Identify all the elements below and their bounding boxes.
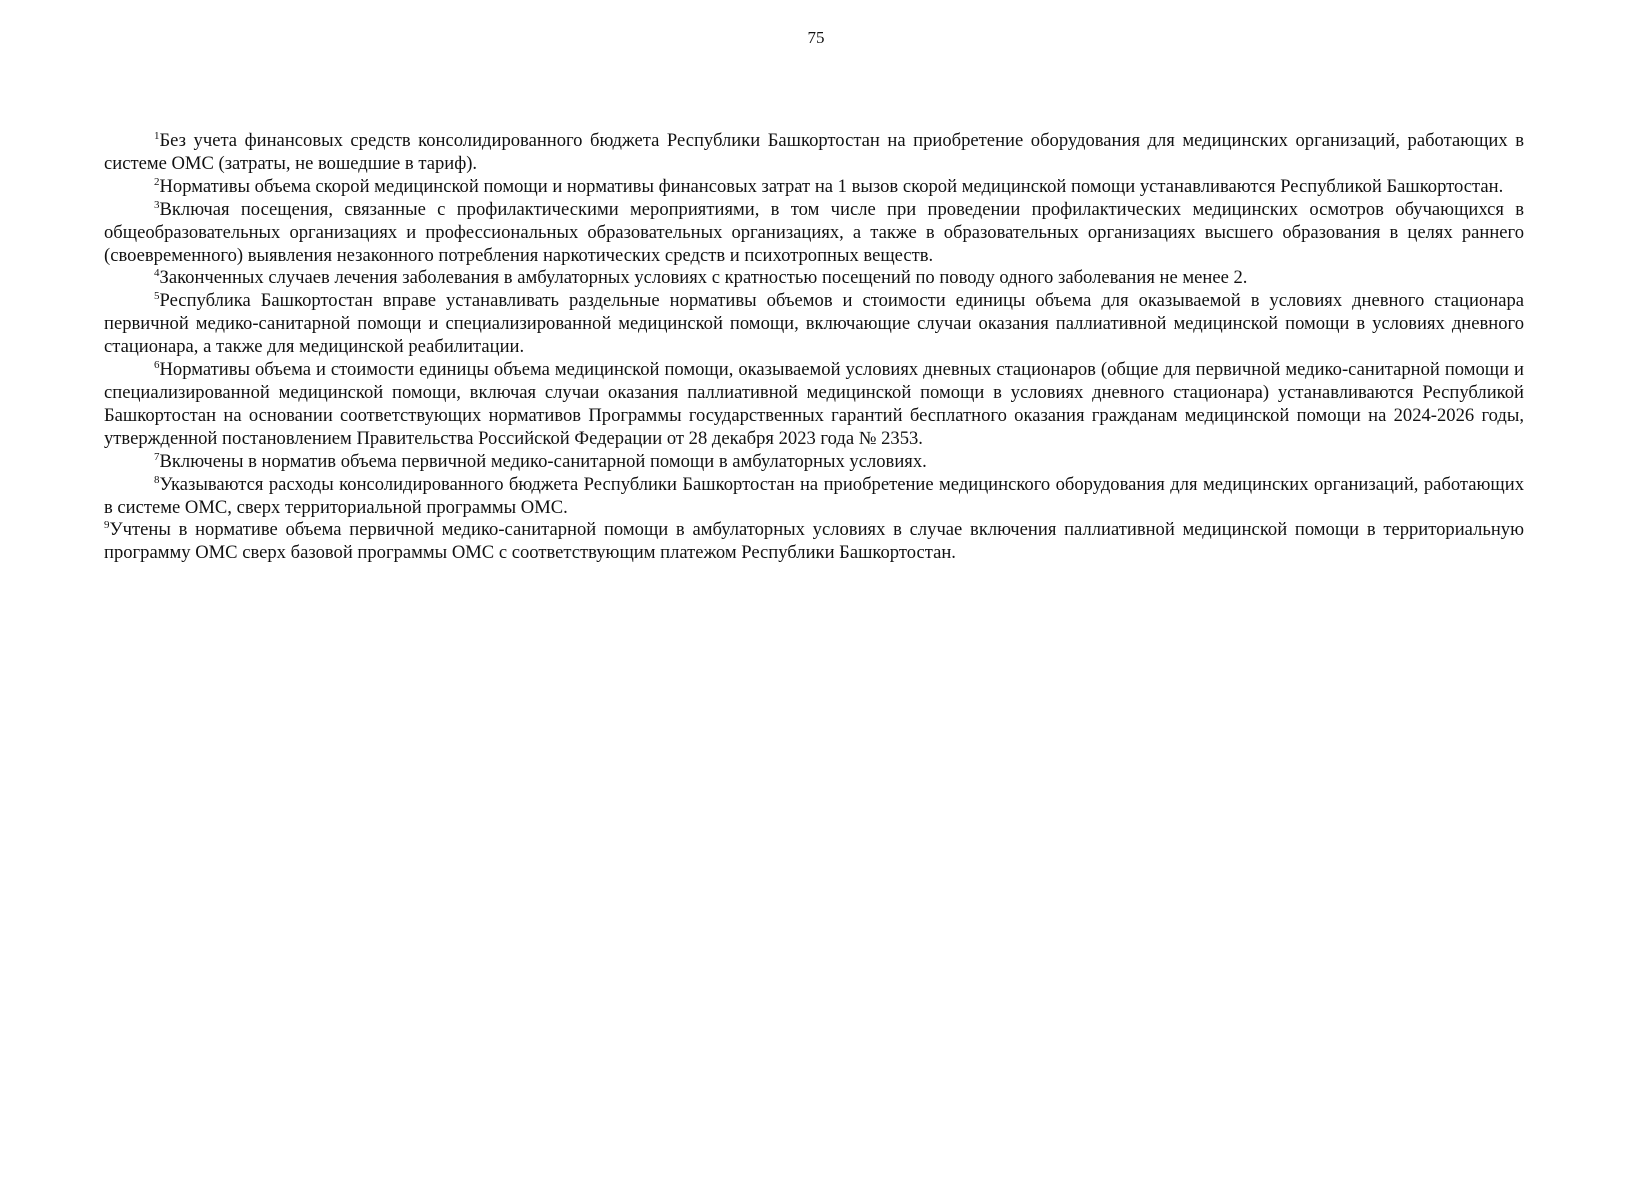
footnote-marker: 1 [154, 130, 160, 142]
footnote-marker: 2 [154, 175, 160, 188]
footnote-marker: 5 [154, 290, 160, 303]
footnote-marker: 4 [154, 267, 160, 280]
footnotes-section [104, 130, 1524, 565]
page-number: 75 [807, 28, 825, 47]
footnote-text: Нормативы объема скорой медицинской помощи и нормативы финансовых затрат на 1 вызов скорой медицинской помощи устанавливаются Республикой Башкортостан. [159, 175, 1504, 197]
footnote-text: Нормативы объема и стоимости единицы объема медицинской помощи, оказываемой условиях дневных стационаров (общие для первичной медико-санитарной помощи и специализированной медицинской помощи, включая случаи оказания паллиативной медицинской помощи в условиях дневного стационара) устанавливаются Республикой Башкортостан на основании соответствующих нормативов Программы государственных гарантий бесплатного оказания гражданам медицинской помощи на 2024-2026 годы, утвержденной постановлением Правительства Российской Федерации от 28 декабря 2023 года № 2353. [104, 359, 1524, 449]
footnote-5 [104, 290, 1524, 359]
footnote-8 [104, 474, 1524, 520]
footnote-9 [104, 519, 1524, 565]
footnote-text: Включены в норматив объема первичной медико-санитарной помощи в амбулаторных условиях. [159, 450, 927, 472]
footnote-1 [104, 130, 1524, 176]
footnote-marker: 9 [104, 519, 110, 532]
footnote-marker: 6 [154, 359, 160, 372]
footnote-2 [104, 176, 1524, 199]
footnote-text: Республика Башкортостан вправе устанавливать раздельные нормативы объемов и стоимости единицы объема для оказываемой в условиях дневного стационара первичной медико-санитарной помощи и специализированной медицинской помощи, включающие случаи оказания паллиативной медицинской помощи в условиях дневного стационара, а также для медицинской реабилитации. [104, 290, 1524, 358]
footnote-6 [104, 359, 1524, 451]
footnote-text: Без учета финансовых средств консолидированного бюджета Республики Башкортостан на приобретение оборудования для медицинских организаций, работающих в системе ОМС (затраты, не вошедшие в тариф). [104, 130, 1524, 174]
footnote-text: Указываются расходы консолидированного бюджета Республики Башкортостан на приобретение медицинского оборудования для медицинских организаций, работающих в системе ОМС, сверх территориальной программы ОМС. [104, 473, 1524, 518]
footnote-text: Учтены в нормативе объема первичной медико-санитарной помощи в амбулаторных условиях в случае включения паллиативной медицинской помощи в территориальную программу ОМС сверх базовой программы ОМС с соответствующим платежом Республики Башкортостан. [104, 519, 1524, 564]
footnote-text: Включая посещения, связанные с профилактическими мероприятиями, в том числе при проведении профилактических медицинских осмотров обучающихся в общеобразовательных организациях и профессиональных образовательных организациях, а также в образовательных организациях высшего образования в целях раннего (своевременного) выявления незаконного потребления наркотических средств и психотропных веществ. [104, 198, 1524, 266]
footnote-4 [104, 267, 1524, 290]
footnote-marker: 3 [154, 198, 160, 211]
footnote-marker: 7 [154, 450, 160, 463]
footnote-marker: 8 [154, 473, 160, 486]
footnote-3 [104, 199, 1524, 268]
footnote-7 [104, 451, 1524, 474]
footnote-text: Законченных случаев лечения заболевания в амбулаторных условиях с кратностью посещений по поводу одного заболевания не менее 2. [159, 267, 1248, 289]
